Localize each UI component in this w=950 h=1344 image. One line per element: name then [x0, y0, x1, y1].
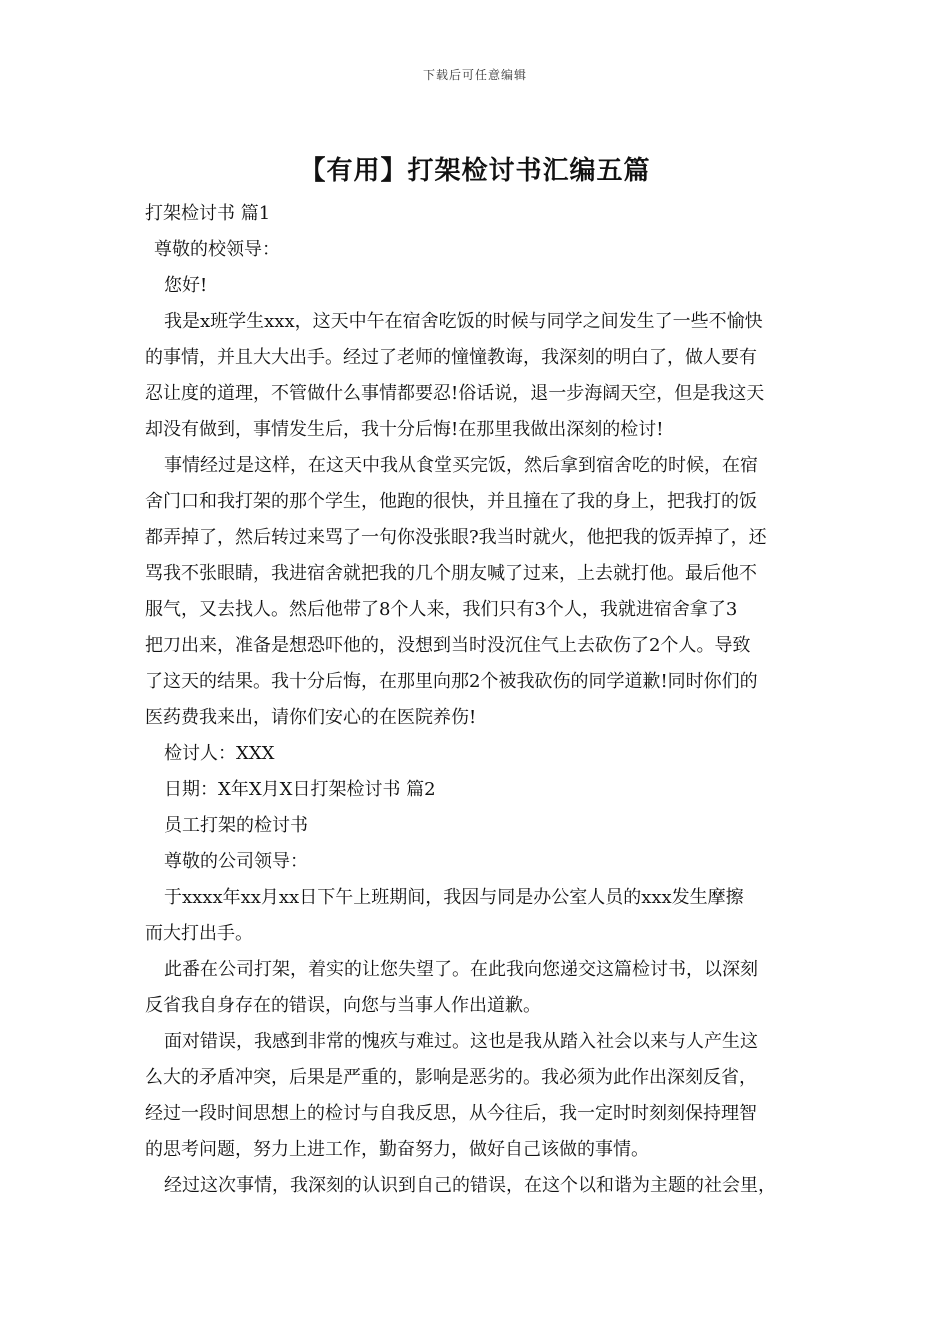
paragraph-line: 了这天的结果。我十分后悔，在那里向那2个被我砍伤的同学道歉!同时你们的 — [145, 671, 758, 692]
paragraph-line: 服气，又去找人。然后他带了8个人来，我们只有3个人，我就进宿舍拿了3 — [145, 599, 738, 620]
paragraph-line: 把刀出来，准备是想恐吓他的，没想到当时没沉住气上去砍伤了2个人。导致 — [145, 635, 751, 656]
paragraph-line: 舍门口和我打架的那个学生，他跑的很快，并且撞在了我的身上，把我打的饭 — [145, 491, 757, 512]
date-line: 日期：X年X月X日打架检讨书 篇2 — [164, 779, 436, 800]
document-body — [145, 196, 810, 1204]
paragraph-line: 面对错误，我感到非常的愧疚与难过。这也是我从踏入社会以来与人产生这 — [164, 1031, 758, 1052]
paragraph-line: 的思考问题，努力上进工作，勤奋努力，做好自己该做的事情。 — [145, 1139, 649, 1160]
paragraph-line: 却没有做到，事情发生后，我十分后悔!在那里我做出深刻的检讨! — [145, 419, 664, 440]
paragraph-line: 而大打出手。 — [145, 923, 253, 944]
salutation: 尊敬的校领导： — [154, 239, 280, 260]
paragraph-line: 忍让度的道理，不管做什么事情都要忍!俗话说，退一步海阔天空，但是我这天 — [145, 383, 765, 404]
greeting: 您好! — [164, 275, 208, 296]
paragraph-line: 的事情，并且大大出手。经过了老师的憧憧教诲，我深刻的明白了，做人要有 — [145, 347, 757, 368]
paragraph-line: 都弄掉了，然后转过来骂了一句你没张眼?我当时就火，他把我的饭弄掉了，还 — [145, 527, 767, 548]
paragraph-line: 经过一段时间思想上的检讨与自我反思，从今往后，我一定时时刻刻保持理智 — [145, 1103, 757, 1124]
paragraph-line: 骂我不张眼睛，我进宿舍就把我的几个朋友喊了过来，上去就打他。最后他不 — [145, 563, 757, 584]
paragraph-line: 事情经过是这样，在这天中我从食堂买完饭，然后拿到宿舍吃的时候，在宿 — [164, 455, 758, 476]
section-heading: 员工打架的检讨书 — [164, 815, 308, 836]
signature-line: 检讨人：XXX — [164, 743, 275, 764]
paragraph-line: 于xxxx年xx月xx日下午上班期间，我因与同是办公室人员的xxx发生摩擦 — [164, 887, 744, 908]
paragraph-line: 医药费我来出，请你们安心的在医院养伤! — [145, 707, 477, 728]
paragraph-line: 么大的矛盾冲突，后果是严重的，影响是恶劣的。我必须为此作出深刻反省， — [145, 1067, 757, 1088]
section-heading: 打架检讨书 篇1 — [145, 203, 271, 224]
paragraph-line: 此番在公司打架，着实的让您失望了。在此我向您递交这篇检讨书，以深刻 — [164, 959, 758, 980]
paragraph-line: 我是x班学生xxx，这天中午在宿舍吃饭的时候与同学之间发生了一些不愉快 — [164, 311, 763, 332]
paragraph-line: 经过这次事情，我深刻的认识到自己的错误，在这个以和谐为主题的社会里， — [164, 1175, 776, 1196]
document-title: 【有用】打架检讨书汇编五篇 — [299, 156, 651, 186]
paragraph-line: 反省我自身存在的错误，向您与当事人作出道歉。 — [145, 995, 541, 1016]
page-header-note: 下载后可任意编辑 — [422, 68, 527, 82]
salutation: 尊敬的公司领导： — [164, 851, 308, 872]
